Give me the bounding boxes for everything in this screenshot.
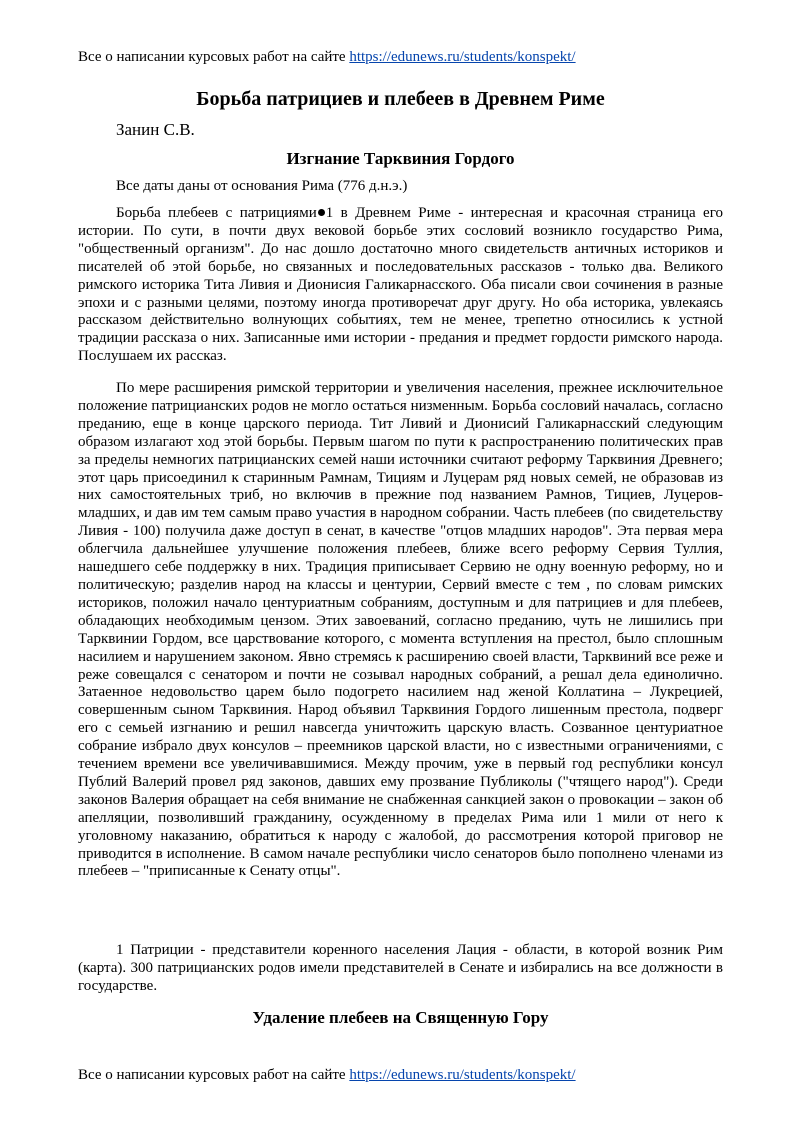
paragraph-1-start: Борьба плебеев с патрициями bbox=[116, 205, 317, 221]
paragraph-1-block bbox=[78, 205, 723, 366]
footer-link[interactable]: https://edunews.ru/students/konspekt/ bbox=[349, 1067, 576, 1083]
footer-text: Все о написании курсовых работ на сайте bbox=[78, 1067, 350, 1083]
header-text: Все о написании курсовых работ на сайте bbox=[78, 49, 350, 65]
section-title-secession: Удаление плебеев на Священную Гору bbox=[252, 1008, 549, 1027]
header-link[interactable]: https://edunews.ru/students/konspekt/ bbox=[349, 49, 576, 65]
page-header bbox=[78, 48, 576, 66]
paragraph-2: По мере расширения римской территории и увеличения населения, прежнее исключительное положение патрицианских родов не могло остаться низменным. Борьба сословий началась, согласно преданию, еще в конце царского периода. Тит Ливий и Дионисий Галикарнасский следующим образом излагают ход этой борьбы. Первым шагом по пути к распространению политических прав за пределы немногих патрицианских семей наши источники считают реформу Тарквиния Древнего; этот царь присоединил к старинным Рамнам, Тициям и Луцерам ряд новых семей, не образовав из них самостоятельных триб, но включив в прежние под названием Рамнов, Тициев, Луцеров-младших, и дав им тем самым право участия в народном собрании. Часть плебеев (по свидетельству Ливия - 100) получила даже доступ в сенат, в качестве "отцов младших народов". Эта первая мера облегчила дальнейшее улучшение положения плебеев, ближе всего реформу Сервия Туллия, нашедшего себе поддержку в них. Традиция приписывает Сервию не одну военную реформу, но и политическую; разделив народ на классы и центурии, Сервий вместе с тем , по словам римских историков, положил начало центуриатным собраниям, доступным и для патрициев и для плебеев, обладающих необходимым цензом. Этих завоеваний, согласно преданию, чуть не лишились при Тарквинии Гордом, все царствование которого, с момента вступления на престол, было сплошным насилием и нарушением законом. Явно стремясь к расширению своей власти, Тарквиний все реже и реже совещался с сенатором и почти не созывал народных собраний, а решал дела единолично. Затаенное недовольство царем было подогрето насилием над женой Коллатина – Лукрецией, совершенным сыном Тарквиния. Народ объявил Тарквиния Гордого лишенным престола, подверг его с семьей изгнанию и решил навсегда уничтожить царскую власть. Созванное центуриатное собрание избрало двух консулов – преемников царской власти, но с известными ограничениями, с течением времени все увеличивавшимися. Между прочим, уже в первый год республики консул Публий Валерий провел ряд законов, давших ему прозвание Публиколы ("чтящего народ"). Среди законов Валерия обращает на себя внимание не снабженная санкцией закон о провокации – закон об апелляции, позволивший гражданину, осужденному в пределах Рима или 1 мили от него к уголовному наказанию, обратиться к народу с жалобой, до рассмотрения которой приговор не приводится в исполнение. В самом начале республики число сенаторов было пополнено членами из плебеев – "приписанные к Сенату отцы". bbox=[78, 380, 723, 880]
footnote-ref[interactable]: 1 bbox=[325, 205, 334, 221]
document-title: Борьба патрициев и плебеев в Древнем Риме bbox=[196, 88, 605, 110]
page-footer bbox=[78, 1066, 576, 1084]
footnote-block bbox=[78, 942, 723, 996]
paragraph-2-block bbox=[78, 380, 723, 881]
footnote-text: 1 Патриции - представители коренного населения Лация - области, в которой возник Рим (карта). 300 патрицианских родов имели представителей в Сенате и избирались на все должности в государстве. bbox=[78, 942, 723, 994]
dates-note: Все даты даны от основания Рима (776 д.н.э.) bbox=[116, 178, 408, 194]
paragraph-1 bbox=[78, 205, 723, 366]
section-title-expulsion: Изгнание Тарквиния Гордого bbox=[286, 149, 515, 168]
author-name: Занин С.В. bbox=[116, 120, 195, 139]
footnote-anchor-icon[interactable] bbox=[318, 209, 325, 216]
paragraph-1-rest: в Древнем Риме - интересная и красочная страница его истории. По сути, в почти двух вековой борьбе этих сословий возникло государство Рима, "общественный организм". До нас дошло достаточно много свидетельств античных историков и писателей об этой борьбе, но связанных и последовательных рассказов - только два. Великого римского историка Тита Ливия и Дионисия Галикарнасского. Оба писали свои сочинения в разные эпохи и с разными целями, поэтому иногда противоречат друг другу. Но оба историка, увлекаясь рассказом действительно волнующих событиях, тем не менее, трепетно относились к устной традиции рассказа о них. Записанные ими истории - предания и предмет гордости римского народа. Послушаем их рассказ. bbox=[78, 205, 723, 365]
dates-note-block bbox=[78, 178, 723, 196]
